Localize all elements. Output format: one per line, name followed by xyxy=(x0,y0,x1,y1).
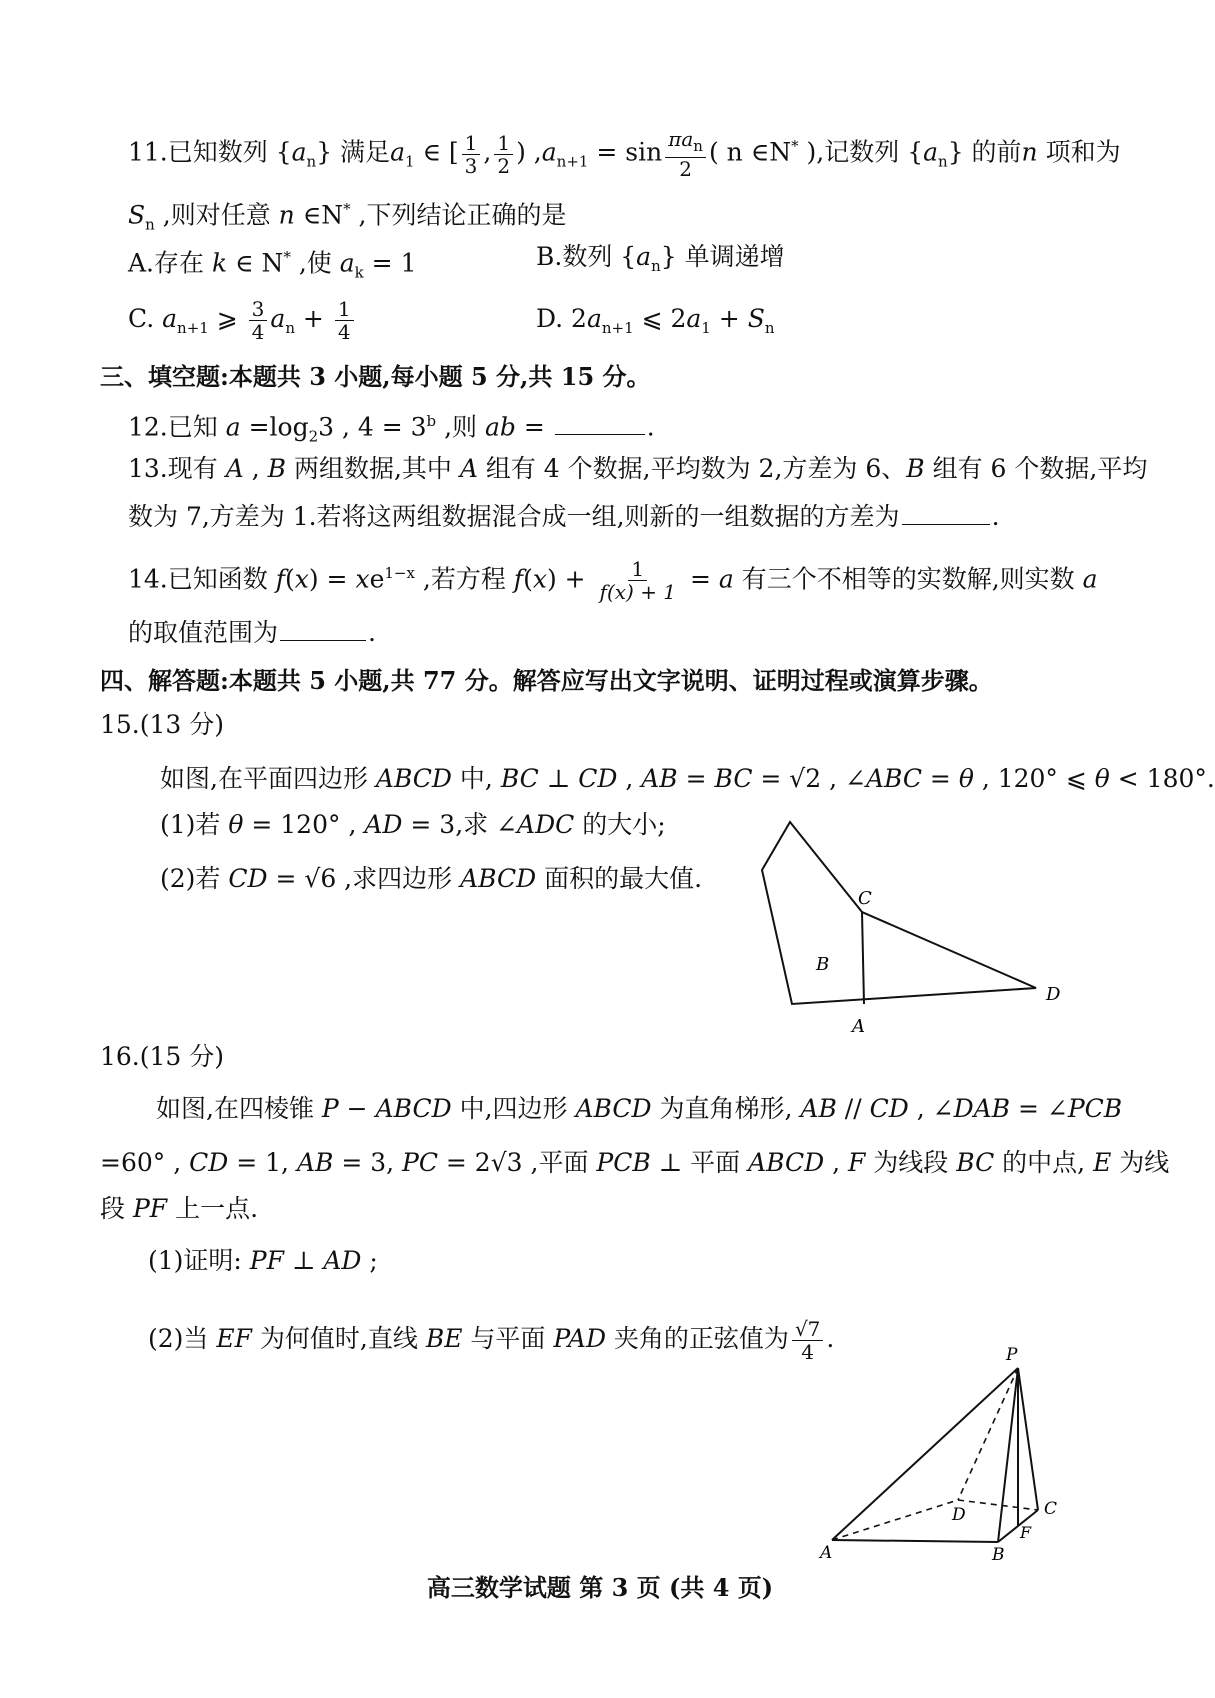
q15-header: 15.(13 分) xyxy=(100,710,225,739)
fraction-one-over-fx-plus-one: $\frac{1}{f(x) + 1}$ xyxy=(599,557,677,605)
label-b: B xyxy=(992,1545,1005,1565)
q14-line2: 的取值范围为 . xyxy=(128,618,376,647)
fraction-one-half: $\frac{1}{2}$ xyxy=(494,132,513,177)
q16-line1: 如图,在四棱锥 P − ABCD 中,四边形 ABCD 为直角梯形, AB // CD , ∠DAB = ∠PCB xyxy=(156,1094,1123,1123)
label-a: A xyxy=(852,1016,865,1037)
label-a: A xyxy=(820,1543,833,1563)
q14-line1: 14.已知函数 $f(x) = xe^{1-x}$ ,若方程 f(x) + $\frac{1}{f(x) + 1}$ = a 有三个不相等的实数解,则实数 a xyxy=(128,557,1098,605)
q12-line: 12.已知 $a =\log_23$ , $4 = 3^b$ ,则 ab = . xyxy=(128,412,655,446)
fraction-three-quarters: $\frac{3}{4}$ xyxy=(249,298,268,343)
page-footer: 高三数学试题 第 3 页 (共 4 页) xyxy=(426,1573,774,1602)
q11-option-d: D. $2a_{n+1}$ ⩽ $2a_1 + S_n$ xyxy=(536,304,775,337)
q11-line2: $S_n$ ,则对任意 n ∈N* ,下列结论正确的是 xyxy=(128,200,567,234)
label-c: C xyxy=(858,888,872,909)
q13-line2: 数为 7,方差为 1.若将这两组数据混合成一组,则新的一组数据的方差为 . xyxy=(128,502,1000,531)
q16-header: 16.(15 分) xyxy=(100,1042,225,1071)
edge-ad xyxy=(832,1500,958,1540)
q15-part2: (2)若 CD = √6 ,求四边形 ABCD 面积的最大值. xyxy=(160,864,703,893)
label-f: F xyxy=(1020,1523,1032,1542)
fraction-pi-an-over-2: $\frac{\pi a_n}{2}$ xyxy=(665,128,706,180)
q16-part2: (2)当 EF 为何值时,直线 BE 与平面 PAD 夹角的正弦值为 $\frac{√7}{4}$ . xyxy=(148,1317,835,1364)
label-b: B xyxy=(816,954,830,975)
q16-line3: 段 PF 上一点. xyxy=(100,1194,259,1223)
q16-line2: =60° , CD = 1, AB = 3, PC = 2√3 ,平面 PCB ⊥ 平面 ABCD , F 为线段 BC 的中点, E 为线 xyxy=(100,1148,1170,1177)
label-c: C xyxy=(1044,1499,1058,1519)
q15-part1: (1)若 θ = 120° , AD = 3,求 ∠ADC 的大小; xyxy=(160,810,666,839)
label-d: D xyxy=(952,1505,966,1525)
q11-option-b: B.数列 $\{a_n\}$ 单调递增 xyxy=(536,242,785,275)
edge-pd xyxy=(958,1368,1018,1500)
edge-ab xyxy=(832,1540,998,1542)
edge-dc xyxy=(958,1500,1038,1510)
q15-stem: 如图,在平面四边形 ABCD 中, BC ⊥ CD , AB = BC = √2 , ∠ABC = θ , 120° ⩽ θ < 180°. xyxy=(160,764,1215,793)
q11-line1: 11.已知数列 $\{a_n\}$ 满足$a_1$ ∈ [ $\frac{1}{3}$ , $\frac{1}{2}$ ) $,a_{n+1} = \sin$ $\frac{\pi a_n}{2}$ ( n ∈N* ),记数列 $\{a_n\}$ 的前n 项和为 xyxy=(128,127,1121,181)
fraction-sqrt7-over-4: $\frac{√7}{4}$ xyxy=(792,1318,823,1363)
q11-option-c: C. $a_{n+1}$ ⩾ $\frac{3}{4}$ $a_n$ + $\frac{1}{4}$ xyxy=(128,298,357,345)
label-d: D xyxy=(1046,984,1061,1005)
fraction-one-third: $\frac{1}{3}$ xyxy=(462,132,481,177)
fraction-one-quarter: $\frac{1}{4}$ xyxy=(335,298,354,343)
q16-part1: (1)证明: PF ⊥ AD ; xyxy=(148,1246,378,1275)
section-3-heading: 三、填空题:本题共 3 小题,每小题 5 分,共 15 分。 xyxy=(100,362,651,391)
edge-pc xyxy=(1018,1368,1038,1510)
q11-option-a: A.存在 k ∈ N* ,使 $a_k = 1$ xyxy=(128,248,417,282)
label-p: P xyxy=(1006,1345,1018,1365)
q13-line1: 13.现有 A , B 两组数据,其中 A 组有 4 个数据,平均数为 2,方差为 6、B 组有 6 个数据,平均 xyxy=(128,454,1148,483)
edge-pa xyxy=(832,1368,1018,1540)
section-4-heading: 四、解答题:本题共 5 小题,共 77 分。解答应写出文字说明、证明过程或演算步骤。 xyxy=(100,666,993,695)
edge-pb xyxy=(998,1368,1018,1542)
